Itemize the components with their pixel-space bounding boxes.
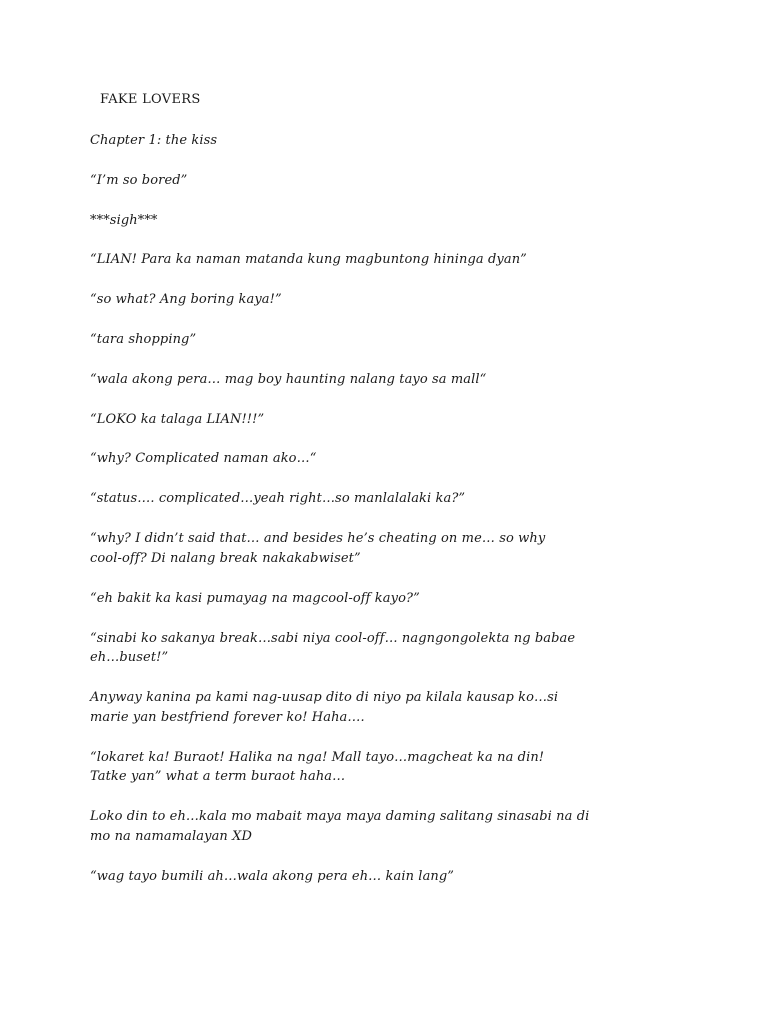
story-line: marie yan bestfriend forever ko! Haha…. — [90, 710, 365, 725]
story-line: Loko din to eh…kala mo mabait maya maya daming salitang sinasabi na di — [90, 809, 590, 824]
story-line: “wag tayo bumili ah…wala akong pera eh… kain lang” — [90, 869, 455, 884]
story-line: cool-off? Di nalang break nakakabwiset” — [90, 551, 361, 566]
story-line: “tara shopping” — [90, 332, 197, 347]
story-line: “so what? Ang boring kaya!” — [90, 292, 282, 307]
story-line: Tatke yan” what a term buraot haha… — [90, 769, 346, 784]
story-title: FAKE LOVERS — [100, 92, 201, 107]
story-line: “LIAN! Para ka naman matanda kung magbuntong hininga dyan” — [90, 252, 527, 267]
story-line: mo na namamalayan XD — [90, 829, 253, 844]
story-line: ***sigh*** — [90, 213, 158, 228]
story-line: “why? I didn’t said that… and besides he’s cheating on me… so why — [90, 531, 546, 546]
story-line: “LOKO ka talaga LIAN!!!” — [90, 412, 265, 427]
story-line: “I’m so bored” — [90, 173, 188, 188]
story-line: “sinabi ko sakanya break…sabi niya cool-off… nagngongolekta ng babae — [90, 631, 576, 646]
story-line: “wala akong pera… mag boy haunting nalang tayo sa mall“ — [90, 372, 487, 387]
story-line: Anyway kanina pa kami nag-uusap dito di niyo pa kilala kausap ko…si — [90, 690, 559, 705]
story-line: “why? Complicated naman ako…“ — [90, 451, 317, 466]
story-line: “lokaret ka! Buraot! Halika na nga! Mall tayo…magcheat ka na din! — [90, 750, 545, 765]
story-line: eh…buset!” — [90, 650, 169, 665]
story-line: “eh bakit ka kasi pumayag na magcool-off kayo?” — [90, 591, 420, 606]
story-line: “status…. complicated…yeah right…so manlalalaki ka?” — [90, 491, 466, 506]
chapter-heading: Chapter 1: the kiss — [90, 133, 218, 148]
